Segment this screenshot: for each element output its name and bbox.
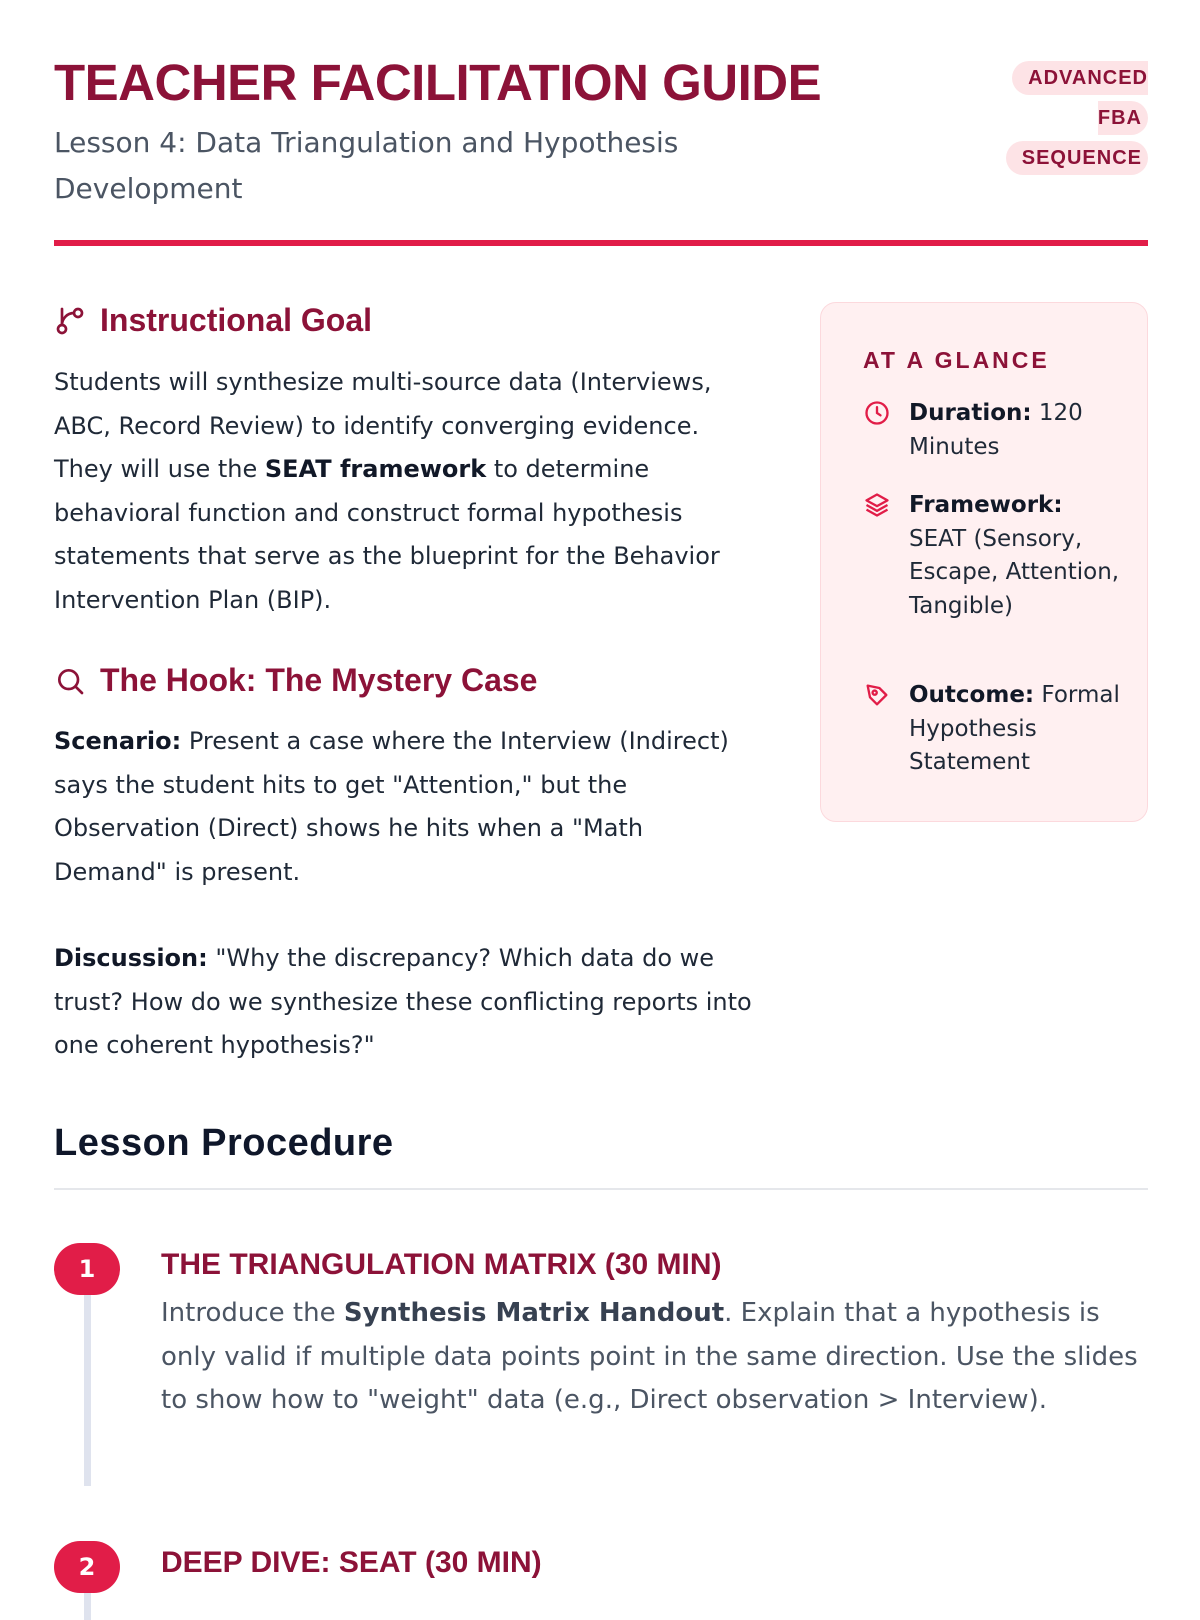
header-divider: [54, 240, 1148, 246]
step-title-1: THE TRIANGULATION MATRIX (30 MIN): [161, 1248, 722, 1281]
scenario-label: Scenario:: [54, 727, 182, 755]
hook-discussion: Discussion: "Why the discrepancy? Which data do we trust? How do we synthesize these conflicting reports into one coherent hypothesis?": [54, 944, 752, 1059]
goal-heading-text: Instructional Goal: [100, 302, 373, 338]
glance-title: AT A GLANCE: [863, 347, 1050, 373]
step-connector: [84, 1262, 91, 1486]
hook-scenario: Scenario: Present a case where the Interview (Indirect) says the student hits to get "Attention," but the Observation (Direct) shows he hits when a "Math Demand" is present.: [54, 727, 729, 886]
page-title: TEACHER FACILITATION GUIDE: [54, 54, 822, 111]
hook-heading-text: The Hook: The Mystery Case: [100, 662, 538, 698]
step-text-1: Introduce the Synthesis Matrix Handout. Explain that a hypothesis is only valid if multiple data points point in the same direction. Use the slides to show how to "weight" data (e.g., Direct observation > Interview).: [161, 1298, 1138, 1415]
target-pen-icon: [863, 681, 891, 709]
discussion-label: Discussion:: [54, 944, 208, 972]
glance-framework: Framework: SEAT (Sensory, Escape, Attention, Tangible): [863, 489, 1123, 623]
glance-duration: Duration: 120 Minutes: [863, 397, 1123, 464]
badge-line-1: ADVANCED FBA: [1012, 61, 1148, 135]
page-subtitle: Lesson 4: Data Triangulation and Hypothesis Development: [54, 126, 679, 205]
clock-icon: [863, 399, 891, 427]
seat-framework-emphasis: SEAT framework: [264, 455, 487, 483]
step-number-1: 1: [54, 1243, 120, 1295]
goal-text: Students will synthesize multi-source data (Interviews, ABC, Record Review) to identify converging evidence. They will use the SEAT framework to determine behavioral function and construct formal hypothesis statements that serve as the blueprint for the Behavior Intervention Plan (BIP).: [54, 368, 720, 614]
procedure-heading: Lesson Procedure: [54, 1122, 394, 1164]
goal-heading: [54, 302, 372, 339]
layers-icon: [863, 491, 891, 519]
sequence-badge: [958, 58, 1148, 178]
page-header: [54, 50, 1148, 212]
step-number-2: 2: [54, 1541, 120, 1593]
procedure-divider: [54, 1188, 1148, 1190]
badge-line-2: SEQUENCE: [1006, 141, 1148, 175]
at-a-glance-panel: [820, 302, 1148, 822]
search-icon: [54, 665, 86, 697]
branch-icon: [54, 305, 86, 337]
glance-outcome: Outcome: Formal Hypothesis Statement: [863, 679, 1123, 780]
handout-emphasis: Synthesis Matrix Handout: [343, 1298, 725, 1328]
step-title-2: DEEP DIVE: SEAT (30 MIN): [161, 1546, 542, 1579]
hook-heading: [54, 662, 537, 699]
